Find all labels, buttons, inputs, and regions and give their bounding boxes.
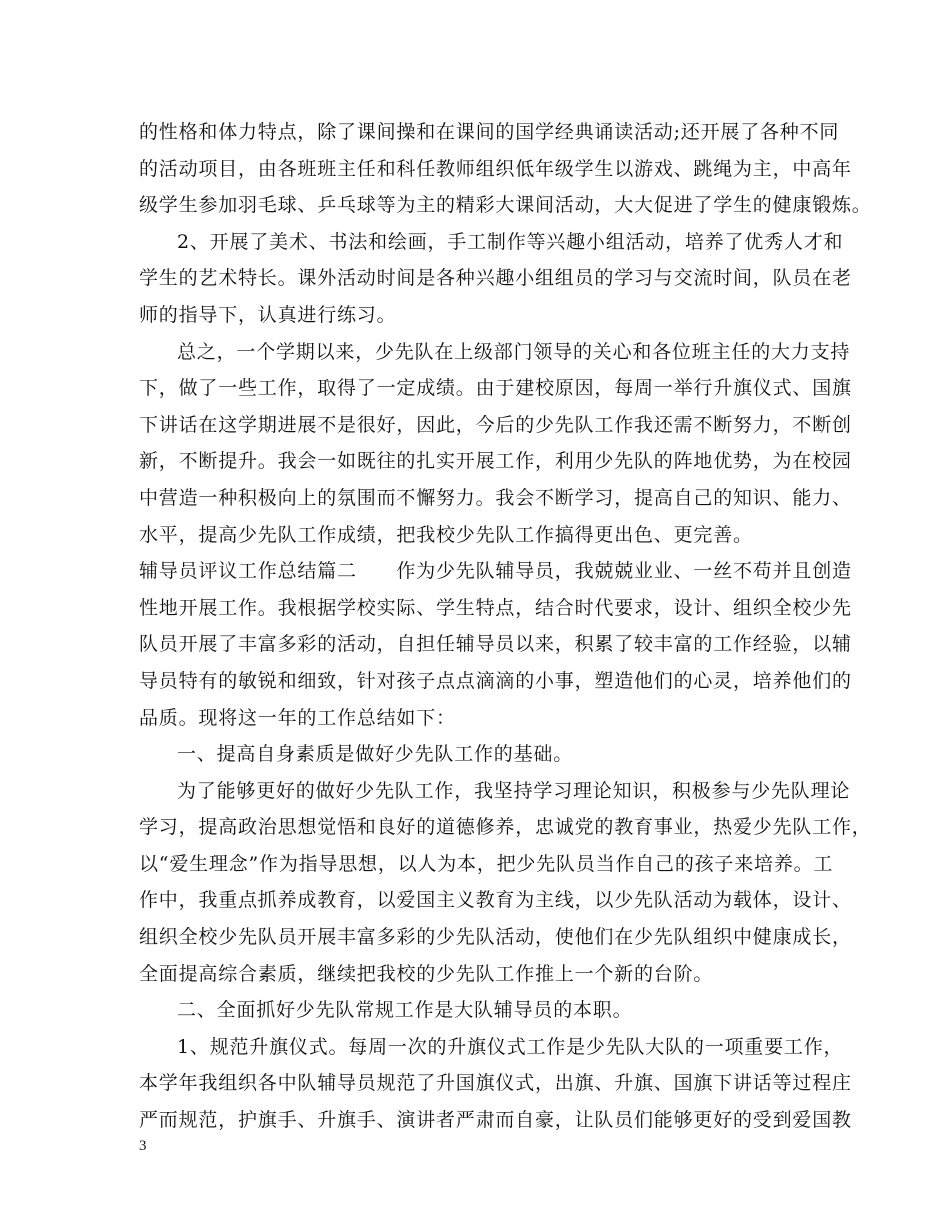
text-line: 的性格和体力特点，除了课间操和在课间的国学经典诵读活动;还开展了各种不同 bbox=[139, 121, 840, 143]
text-line: 严而规范，护旗手、升旗手、演讲者严肃而自豪，让队员们能够更好的受到爱国教 bbox=[139, 1109, 852, 1132]
text-line: 品质。现将这一年的工作总结如下： bbox=[139, 706, 456, 729]
text-line: 性地开展工作。我根据学校实际、学生特点，结合时代要求，设计、组织全校少先 bbox=[139, 596, 852, 619]
text-line: 作中，我重点抓养成教育，以爱国主义教育为主线，以少先队活动为载体，设计、 bbox=[139, 889, 852, 912]
text-line: 学生的艺术特长。课外活动时间是各种兴趣小组组员的学习与交流时间，队员在老 bbox=[139, 267, 852, 290]
text-line: 师的指导下，认真进行练习。 bbox=[139, 303, 397, 326]
text-line: 队员开展了丰富多彩的活动，自担任辅导员以来，积累了较丰富的工作经验，以辅 bbox=[139, 633, 852, 656]
text-line: 二、全面抓好少先队常规工作是大队辅导员的本职。 bbox=[177, 999, 633, 1022]
text-line: 级学生参加羽毛球、乒乓球等为主的精彩大课间活动，大大促进了学生的健康锻炼。 bbox=[139, 194, 872, 217]
text-line: 学习，提高政治思想觉悟和良好的道德修养，忠诚党的教育事业，热爱少先队工作， bbox=[139, 816, 872, 839]
text-line: 导员特有的敏锐和细致，针对孩子点点滴滴的小事，塑造他们的心灵，培养他们的 bbox=[139, 669, 852, 692]
text-line: 本学年我组织各中队辅导员规范了升国旗仪式，出旗、升旗、国旗下讲话等过程庄 bbox=[139, 1072, 852, 1095]
text-line: 下，做了一些工作，取得了一定成绩。由于建校原因，每周一举行升旗仪式、国旗 bbox=[139, 377, 852, 400]
text-line: 为了能够更好的做好少先队工作，我坚持学习理论知识，积极参与少先队理论 bbox=[177, 779, 851, 802]
text-line: 水平，提高少先队工作成绩，把我校少先队工作搞得更出色、更完善。 bbox=[139, 523, 753, 546]
body-text bbox=[139, 114, 872, 1139]
text-line: 一、提高自身素质是做好少先队工作的基础。 bbox=[177, 743, 574, 766]
text-line: 新，不断提升。我会一如既往的扎实开展工作，利用少先队的阵地优势，为在校园 bbox=[139, 450, 852, 473]
text-line: 组织全校少先队员开展丰富多彩的少先队活动，使他们在少先队组织中健康成长， bbox=[139, 926, 852, 949]
text-line: 1、规范升旗仪式。每周一次的升旗仪式工作是少先队大队的一项重要工作， bbox=[177, 1035, 844, 1058]
text-line: 总之，一个学期以来，少先队在上级部门领导的关心和各位班主任的大力支持 bbox=[177, 340, 851, 363]
section-heading-line: 辅导员评议工作总结篇二 作为少先队辅导员，我兢兢业业、一丝不苟并且创造 bbox=[139, 560, 852, 583]
text-line: 2、开展了美术、书法和绘画，手工制作等兴趣小组活动，培养了优秀人才和 bbox=[177, 230, 844, 253]
text-line: 下讲话在这学期进展不是很好，因此，今后的少先队工作我还需不断努力，不断创 bbox=[139, 413, 852, 436]
text-line: 以“爱生理念”作为指导思想，以人为本，把少先队员当作自己的孩子来培养。工 bbox=[139, 852, 834, 875]
text-line: 中营造一种积极向上的氛围而不懈努力。我会不断学习，提高自己的知识、能力、 bbox=[139, 486, 852, 509]
text-line: 全面提高综合素质，继续把我校的少先队工作推上一个新的台阶。 bbox=[139, 962, 714, 985]
text-line: 的活动项目，由各班班主任和科任教师组织低年级学生以游戏、跳绳为主，中高年 bbox=[139, 157, 852, 180]
page-number: 3 bbox=[139, 1138, 147, 1154]
